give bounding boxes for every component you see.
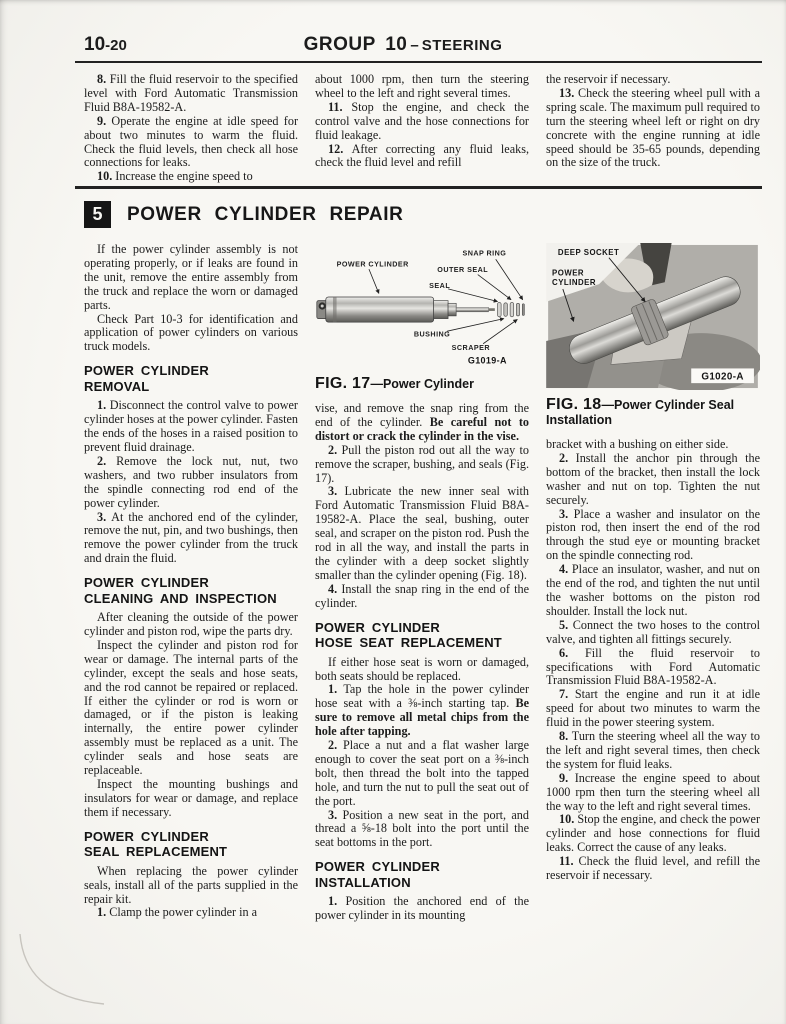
- figure-18-caption-lead: FIG. 18: [546, 396, 602, 413]
- page-number-minor: -20: [105, 37, 127, 54]
- paragraph: Inspect the cylinder and piston rod for wear or damage. The internal parts of the cylinder, except the seals and hose seats, and the rod cannot be repaired or replaced. If either the cylinder or rod is worn or damaged, or if the piston is leaking internally, the entire power cylinder assembly must be replaced as a unit. The cylinder seals and hose seats are replaceable.: [84, 637, 298, 778]
- power-cylinder-diagram: [315, 243, 529, 369]
- figure-18-caption-rest: —Power Cylinder Seal: [601, 398, 735, 412]
- paragraph: If either hose seat is worn or damaged, both seats should be replaced.: [315, 654, 529, 683]
- continuation-paragraph: the reservoir if necessary.: [546, 72, 671, 86]
- continuation-paragraph: vise, and remove the snap ring from the end of the cylinder. Be careful not to distort or crack the cylinder in the vise.: [315, 401, 529, 443]
- step-paragraph: 9. Operate the engine at idle speed for about two minutes to warm the fluid. Check the fluid levels, then check all hose connections for leaks.: [84, 113, 299, 170]
- cylinder-band: [333, 297, 337, 322]
- step-paragraph: 3. Position a new seat in the port, and thread a ⅝-18 bolt into the port until the seat bottoms in the port.: [315, 807, 529, 850]
- heading-power-cylinder-removal: POWER CYLINDER REMOVAL: [84, 363, 209, 394]
- continuation-paragraph: bracket with a bushing on either side.: [546, 437, 729, 451]
- rod-tip: [489, 308, 495, 311]
- section-title: POWER CYLINDER REPAIR: [127, 203, 404, 225]
- label-power: POWER: [552, 268, 585, 278]
- step-paragraph: 9. Increase the engine speed to about 1000 rpm then turn the steering wheel all the way to the left and right several times.: [546, 770, 761, 813]
- piston-rod: [456, 307, 488, 311]
- step-paragraph: 3. At the anchored end of the cylinder, remove the nut, pin, and two bushings, then remove the power cylinder from the truck and drain the fluid.: [84, 509, 298, 566]
- step-paragraph: 1. Clamp the power cylinder in a: [97, 905, 258, 920]
- callout-line: [448, 289, 497, 302]
- label-bushing: BUSHING: [413, 329, 451, 339]
- figure-17-code: G1019-A: [467, 355, 507, 366]
- step-paragraph: 4. Install the snap ring in the end of the cylinder.: [315, 581, 529, 610]
- header-rule: [75, 61, 762, 63]
- top-column-1: [84, 73, 298, 184]
- group-title-main: GROUP 10: [303, 34, 408, 55]
- step-paragraph: 2. Pull the piston rod out all the way to remove the scraper, bushing, and seals (Fig. 17).: [315, 442, 530, 485]
- figure-18-caption-line2: Installation: [546, 413, 612, 427]
- callout-line: [496, 259, 523, 299]
- step-paragraph: 11. Check the fluid level, and refill the reservoir if necessary.: [546, 854, 761, 883]
- seal-installation-photo: [546, 243, 760, 390]
- paragraph: After cleaning the outside of the power cylinder and piston rod, wipe the parts dry.: [84, 610, 298, 639]
- callout-line: [483, 319, 517, 343]
- step-paragraph: 12. After correcting any fluid leaks, check the fluid level and refill: [315, 141, 529, 170]
- figure-18-code: G1020-A: [701, 371, 744, 383]
- bushing-part: [504, 303, 508, 316]
- heading-power-cylinder-cleaning: POWER CYLINDER CLEANING AND INSPECTION: [84, 575, 277, 606]
- callout-line: [447, 319, 504, 332]
- page-number-major: 10: [84, 34, 106, 55]
- step-paragraph: 2. Remove the lock nut, nut, two washers, and two rubber insulators from the spindle connecting rod end of the power cylinder.: [84, 453, 299, 510]
- label-scraper: SCRAPER: [451, 343, 490, 353]
- label-seal: SEAL: [429, 281, 451, 291]
- step-paragraph: 3. Place a washer and insulator on the piston rod, then insert the end of the rod through the stud eye or mounting bracket on the spindle connecting rod.: [546, 506, 760, 563]
- figure-18: [546, 243, 760, 395]
- step-paragraph: 1. Position the anchored end of the power cylinder in its mounting: [315, 894, 530, 923]
- top-column-2: [315, 73, 529, 184]
- heading-power-cylinder-seal-replacement: POWER CYLINDER SEAL REPLACEMENT: [84, 828, 228, 860]
- page-header: [84, 34, 762, 60]
- label-snap-ring: SNAP RING: [462, 248, 507, 258]
- figure-18-caption: [546, 397, 760, 428]
- label-power-cylinder: POWER CYLINDER: [336, 259, 409, 269]
- paragraph: Check Part 10-3 for identification and application of power cylinders on various truck models.: [84, 311, 298, 354]
- step-paragraph: 2. Place a nut and a flat washer large enough to cover the seat port on a ⅜-inch bolt, then thread the bolt into the tapped hole, and turn the nut to pull the seat out of the port.: [315, 738, 529, 808]
- paragraph: Inspect the mounting bushings and insulators for wear or damage, and replace them if necessary.: [84, 777, 298, 819]
- main-column-left: [84, 243, 298, 923]
- section-heading: [84, 201, 403, 228]
- seal-part: [498, 302, 502, 316]
- group-title: [84, 34, 722, 56]
- top-section: [84, 73, 760, 184]
- cylinder-collar: [448, 303, 456, 316]
- label-outer-seal: OUTER SEAL: [437, 264, 489, 274]
- heading-power-cylinder-installation: POWER CYLINDER INSTALLATION: [315, 859, 440, 890]
- group-title-sub: STEERING: [421, 37, 503, 54]
- scraper-part: [516, 303, 519, 316]
- main-column-middle: [315, 243, 529, 923]
- step-paragraph: 5. Connect the two hoses to the control valve, and tighten all fittings securely.: [546, 617, 761, 646]
- figure-17-caption-rest: —Power Cylinder: [370, 377, 474, 391]
- heading-hose-seat-replacement: POWER CYLINDER HOSE SEAT REPLACEMENT: [315, 619, 502, 651]
- step-paragraph: 3. Lubricate the new inner seal with Ford Automatic Transmission Fluid B8A-19582-A. Place the seal, bushing, outer seal, and scraper on the piston rod. Push the rod in all the way, and install the parts in the cylinder with a deep socket slightly smaller than the cylinder opening (Fig. 18).: [315, 484, 529, 582]
- outer-seal-part: [510, 302, 514, 316]
- step-paragraph: 13. Check the steering wheel pull with a spring scale. The maximum pull required to turn the steering wheel left or right on dry concrete with the engine running at idle speed should be 35-65 pounds, depending on the size of the truck.: [546, 85, 760, 170]
- section-number-badge: 5: [84, 201, 111, 228]
- main-column-right: [546, 243, 760, 923]
- label-cylinder: CYLINDER: [552, 278, 596, 288]
- step-paragraph: 10. Stop the engine, and check the power cylinder and hose connections for fluid leaks. Correct the cause of any leaks.: [546, 812, 760, 855]
- main-section: [84, 243, 760, 923]
- step-paragraph: 6. Fill the fluid reservoir to specifications with Ford Automatic Transmission Fluid B8A-19582-A.: [546, 645, 760, 688]
- figure-17-caption-lead: FIG. 17: [315, 375, 371, 392]
- section-rule: [75, 186, 762, 189]
- step-paragraph: 11. Stop the engine, and check the control valve and the hose connections for fluid leakage.: [315, 99, 529, 142]
- step-paragraph: 1. Tap the hole in the power cylinder hose seat with a ⅜-inch starting tap. Be sure to remove all metal chips from the hole after tapping.: [315, 682, 530, 739]
- step-paragraph: 8. Fill the fluid reservoir to the specified level with Ford Automatic Transmission Fluid B8A-19582-A.: [84, 72, 299, 114]
- label-deep-socket: DEEP SOCKET: [557, 247, 620, 257]
- paragraph: When replacing the power cylinder seals, install all of the parts supplied in the repair kit.: [84, 863, 298, 906]
- step-paragraph: 8. Turn the steering wheel all the way to the left and right several times, then check the system for fluid leaks.: [546, 729, 761, 771]
- anchor-eye-center: [321, 304, 324, 307]
- paragraph: If the power cylinder assembly is not operating properly, or if leaks are found in the unit, remove the entire assembly from the truck and replace the worn or damaged parts.: [84, 242, 298, 312]
- figure-17-caption: [315, 376, 529, 392]
- step-paragraph: 4. Place an insulator, washer, and nut on the end of the rod, and tighten the nut until the washer bottoms on the piston rod shoulder. Install the lock nut.: [546, 562, 760, 618]
- callout-line: [478, 275, 511, 300]
- top-column-3: [546, 73, 760, 184]
- page-curl-mark: [16, 932, 108, 1010]
- figure-17: [315, 243, 529, 374]
- group-title-dash: –: [410, 37, 419, 54]
- continuation-paragraph: about 1000 rpm, then turn the steering wheel to the left and right several times.: [315, 72, 529, 100]
- snap-ring-part: [522, 304, 524, 316]
- step-paragraph: 1. Disconnect the control valve to power cylinder hoses at the power cylinder. Fasten the ends of the hoses in a raised position to prevent fluid drainage.: [84, 398, 298, 454]
- step-paragraph: 7. Start the engine and run it at idle speed for about two minutes to warm the fluid in the power steering system.: [546, 687, 760, 730]
- step-paragraph: 2. Install the anchor pin through the bottom of the bracket, then install the lock washer and nut on top. Tighten the nut securely.: [546, 450, 761, 507]
- cylinder-neck: [434, 301, 448, 319]
- callout-line: [369, 269, 379, 293]
- step-paragraph: 10. Increase the engine speed to: [97, 169, 253, 184]
- cylinder-body: [326, 297, 434, 322]
